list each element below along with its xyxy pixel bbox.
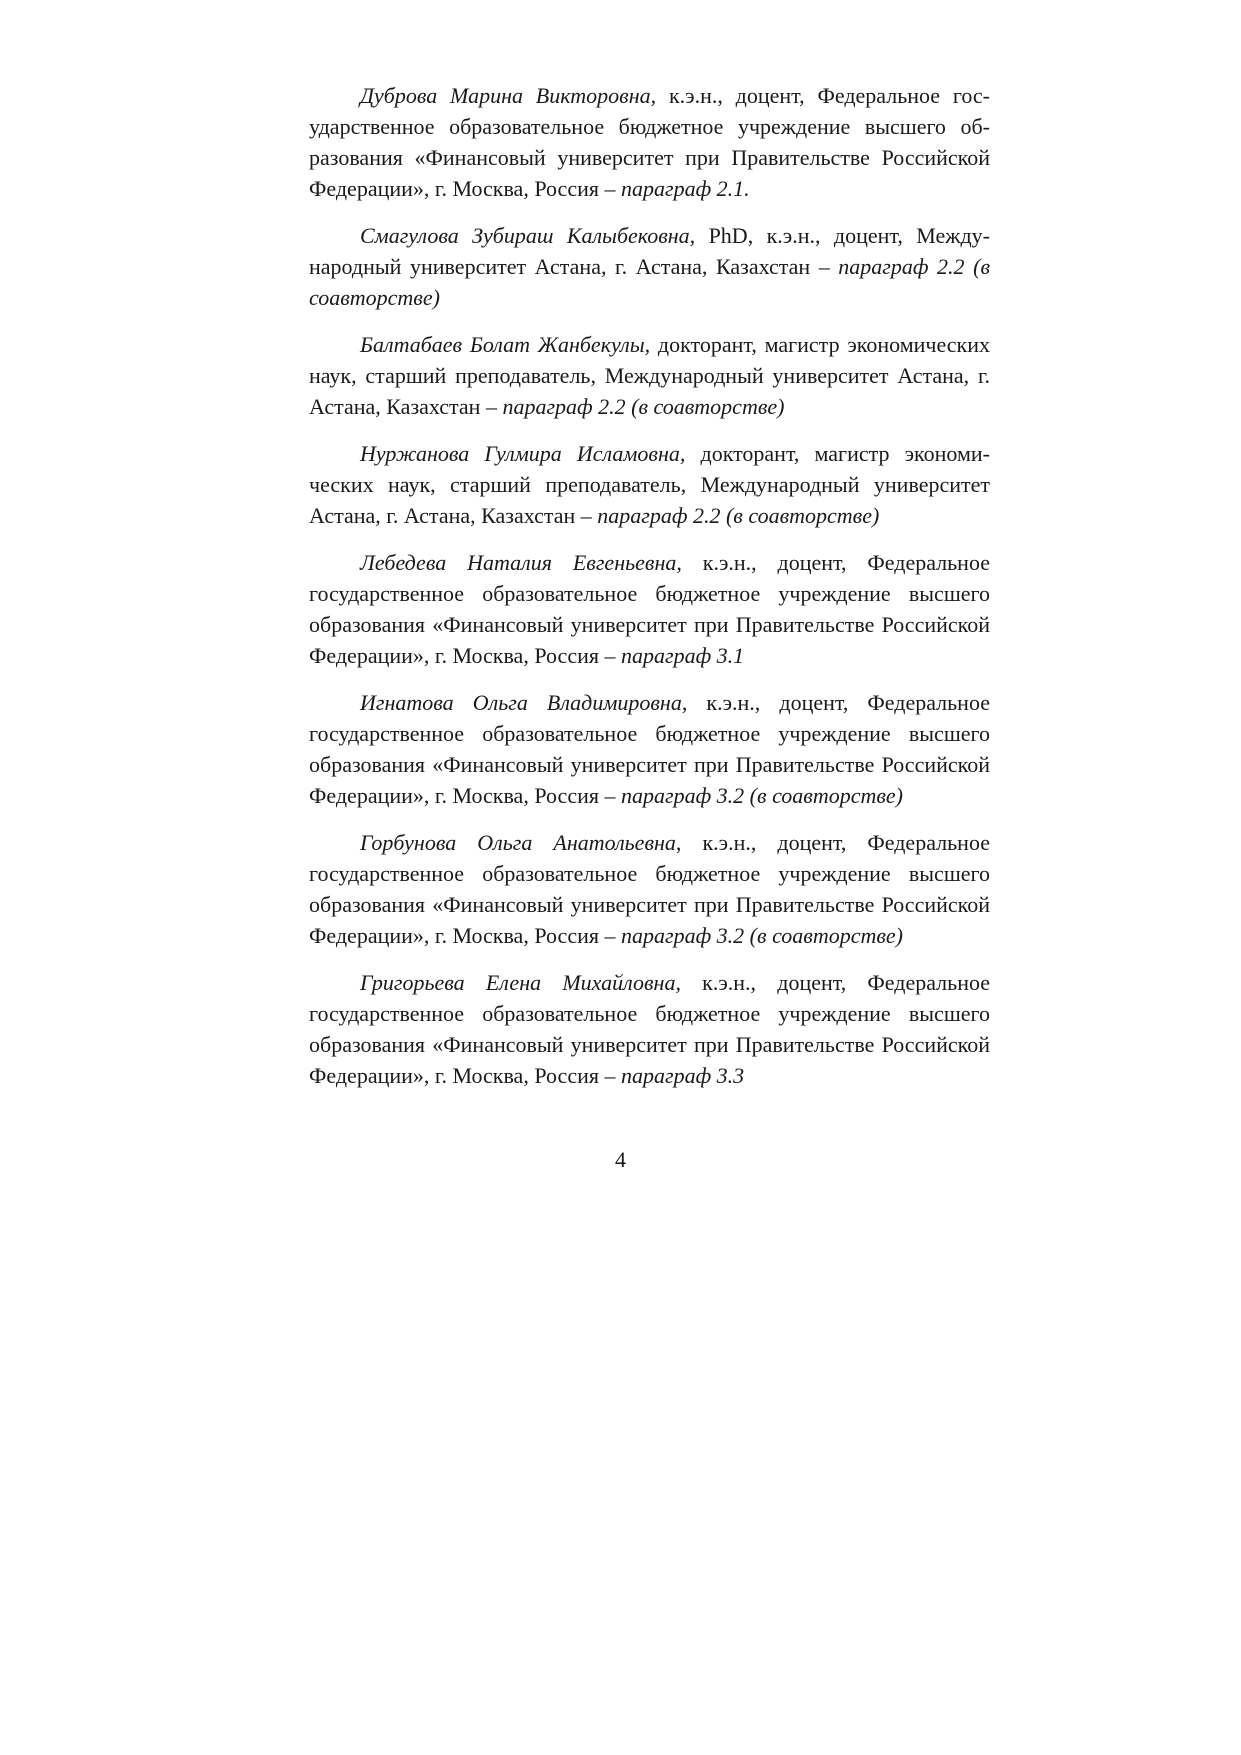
author-paragraph: параграф 3.3 [620, 1063, 745, 1088]
author-name: Балтабаев Болат Жанбекулы, [360, 332, 651, 357]
author-entry-dubrova [309, 80, 990, 204]
author-details: , к.э.н., доцент, Федеральное государственное образовательное бюджетное учреждение высшего образования «Финансовый университет при Правительстве Российской Федерации», г. Москва, Россия – [309, 830, 990, 948]
authors-list [309, 80, 990, 1107]
page-number: 4 [615, 1147, 626, 1172]
author-paragraph: параграф 2.1. [620, 176, 750, 201]
author-name: Нуржанова Гулмира Исламовна, [360, 441, 686, 466]
author-name: Лебедева Наталия Евгеньевна, [360, 550, 682, 575]
author-name: Смагулова Зубираш Калыбековна, [360, 223, 696, 248]
author-paragraph: параграф 2.2 (в соавторстве) [309, 254, 990, 310]
author-details: докторант, магистр экономических наук, старший преподаватель, Международный университет Астана, г. Астана, Казахстан – [309, 332, 990, 419]
author-name: Горбунова Ольга Анатольевна [360, 830, 676, 855]
author-paragraph: параграф 2.2 (в соавторстве) [502, 394, 785, 419]
author-entry-baltabaev [309, 329, 990, 422]
author-details: к.э.н., доцент, Федеральное государственное образовательное бюджетное учреждение высшего образования «Финансовый университет при Правительстве Российской Федерации», г. Москва, Россия – [309, 83, 990, 201]
author-name: Григорьева Елена Михайловна, [360, 970, 681, 995]
author-paragraph: параграф 3.2 (в соавторстве) [620, 923, 904, 948]
author-details: докторант, магистр экономических наук, старший преподаватель, Международный университет Астана, г. Астана, Казахстан – [309, 441, 990, 528]
author-details: PhD, к.э.н., доцент, Международный университет Астана, г. Астана, Казахстан – [309, 223, 990, 279]
author-paragraph: параграф 3.2 (в соавторстве) [620, 783, 904, 808]
author-paragraph: параграф 2.2 (в соавторстве) [597, 503, 880, 528]
author-name: Дуброва Марина Викторовна, [360, 83, 657, 108]
author-entry-lebedeva [309, 547, 990, 671]
author-details: к.э.н., доцент, Федеральное государственное образовательное бюджетное учреждение высшего образования «Финансовый университет при Правительстве Российской Федерации», г. Москва, Россия – [309, 550, 990, 668]
author-details: к.э.н., доцент, Федеральное государственное образовательное бюджетное учреждение высшего образования «Финансовый университет при Правительстве Российской Федерации», г. Москва, Россия – [309, 970, 991, 1088]
author-entry-ignatova [309, 687, 990, 811]
author-details: к.э.н., доцент, Федеральное государственное образовательное бюджетное учреждение высшего образования «Финансовый университет при Правительстве Российской Федерации», г. Москва, Россия – [309, 690, 990, 808]
author-entry-grigorieva [309, 967, 990, 1091]
author-entry-gorbunova [309, 827, 990, 951]
author-entry-smagulova [309, 220, 990, 313]
author-name: Игнатова Ольга Владимировна, [360, 690, 688, 715]
author-entry-nurzhanova [309, 438, 990, 531]
author-paragraph: параграф 3.1 [620, 643, 745, 668]
